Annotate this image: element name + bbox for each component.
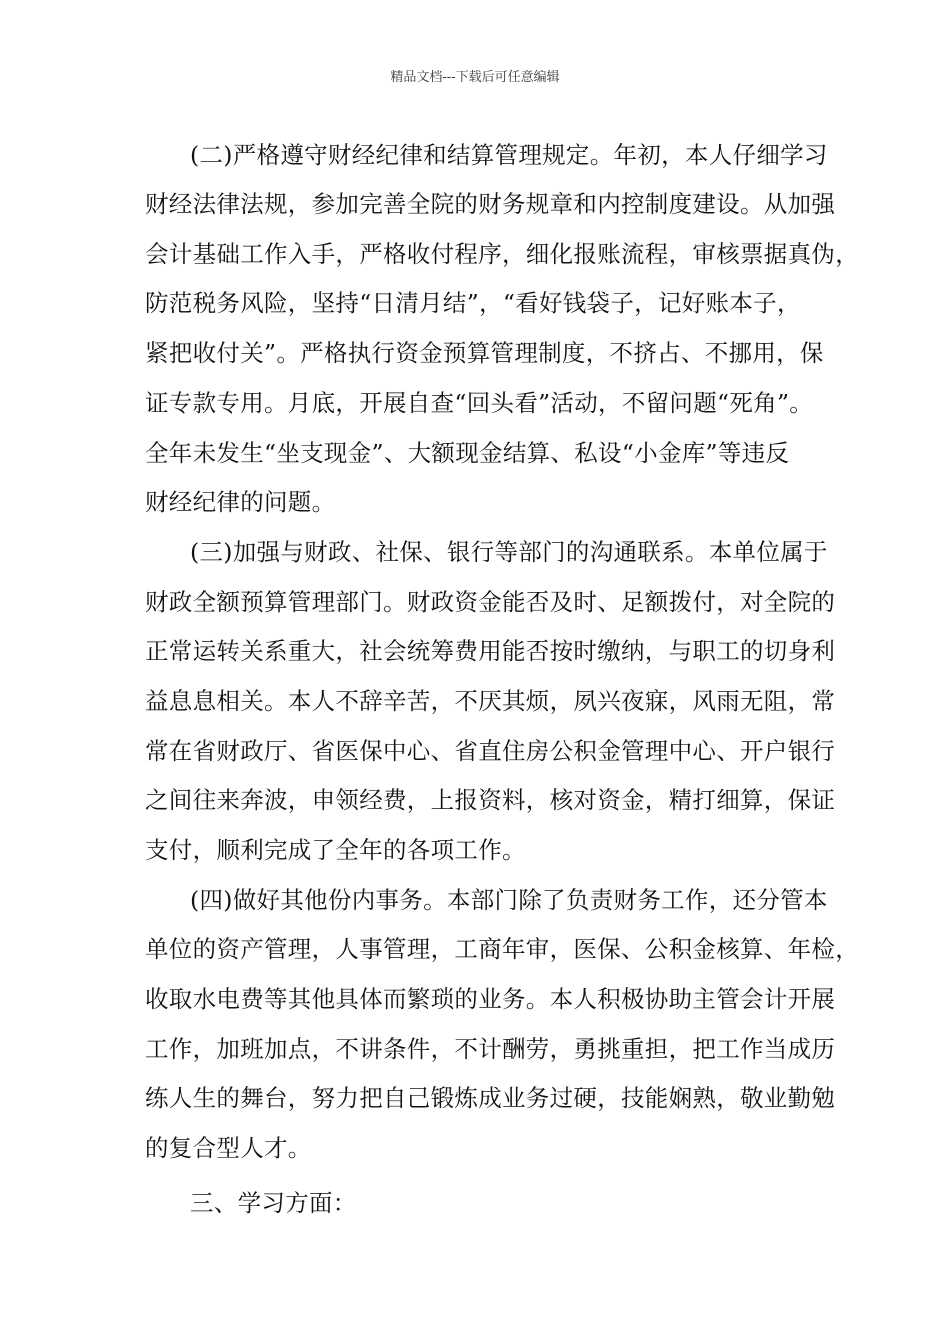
paragraph-4-line-4: 工作，加班加点，不讲条件，不计酬劳，勇挑重担，把工作当成历 [145,1035,836,1063]
paragraph-2-line-1: (二)严格遵守财经纪律和结算管理规定。年初，本人仔细学习 [190,141,828,169]
paragraph-3-line-5: 常在省财政厅、省医保中心、省直住房公积金管理中心、开户银行 [145,737,836,765]
paragraph-4-line-6: 的复合型人才。 [145,1134,312,1162]
section-3-heading: 三、学习方面： [190,1189,357,1217]
paragraph-2-line-3: 会计基础工作入手，严格收付程序，细化报账流程，审核票据真伪， [145,240,859,268]
paragraph-3-line-2: 财政全额预算管理部门。财政资金能否及时、足额拨付，对全院的 [145,588,836,616]
paragraph-3-line-6: 之间往来奔波，申领经费，上报资料，核对资金，精打细算，保证 [145,786,836,814]
paragraph-3-line-4: 益息息相关。本人不辞辛苦，不厌其烦，夙兴夜寐，风雨无阻，常 [145,687,836,715]
paragraph-2-line-7: 全年未发生“坐支现金”、大额现金结算、私设“小金库”等违反 [145,439,790,467]
paragraph-3-line-3: 正常运转关系重大，社会统筹费用能否按时缴纳，与职工的切身利 [145,637,836,665]
paragraph-4-line-5: 练人生的舞台，努力把自己锻炼成业务过硬，技能娴熟，敬业勤勉 [145,1084,836,1112]
paragraph-3-line-1: (三)加强与财政、社保、银行等部门的沟通联系。本单位属于 [190,538,828,566]
paragraph-2-line-5: 紧把收付关”。严格执行资金预算管理制度，不挤占、不挪用，保 [145,339,824,367]
paragraph-4-line-3: 收取水电费等其他具体而繁琐的业务。本人积极协助主管会计开展 [145,985,836,1013]
page-header: 精品文档---下载后可任意编辑 [390,70,560,85]
paragraph-2-line-4: 防范税务风险，坚持“日清月结”，“看好钱袋子，记好账本子， [145,289,801,317]
paragraph-2-line-2: 财经法律法规，参加完善全院的财务规章和内控制度建设。从加强 [145,190,836,218]
paragraph-3-line-7: 支付，顺利完成了全年的各项工作。 [145,836,526,864]
paragraph-4-line-1: (四)做好其他份内事务。本部门除了负责财务工作，还分管本 [190,886,828,914]
paragraph-2-line-8: 财经纪律的问题。 [145,488,336,516]
paragraph-4-line-2: 单位的资产管理，人事管理，工商年审，医保、公积金核算、年检， [145,935,859,963]
paragraph-2-line-6: 证专款专用。月底，开展自查“回头看”活动，不留问题“死角”。 [145,389,814,417]
